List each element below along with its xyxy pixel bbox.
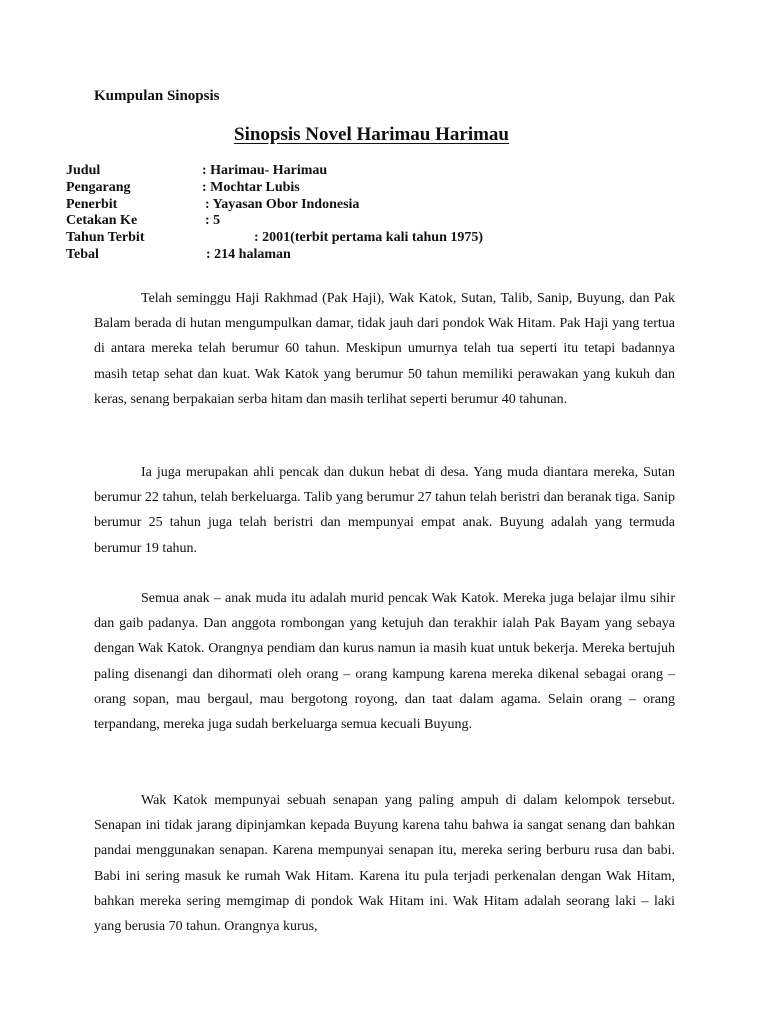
collection-label: Kumpulan Sinopsis [94, 88, 220, 104]
metadata-key: Penerbit [66, 196, 118, 212]
document-title [234, 124, 509, 146]
synopsis-paragraph-2: Ia juga merupakan ahli pencak dan dukun hebat di desa. Yang muda diantara mereka, Sutan berumur 22 tahun, telah berkeluarga. Talib yang berumur 27 tahun telah beristri dan beranak tiga. Sanip berumur 25 tahun juga telah beristri dan mempunyai empat anak. Buyung adalah yang termuda berumur 19 tahun. [94, 465, 675, 556]
metadata-value: : Yayasan Obor Indonesia [205, 196, 360, 212]
metadata-value: : 2001(terbit pertama kali tahun 1975) [254, 230, 484, 246]
metadata-value: : 214 halaman [206, 246, 291, 262]
metadata-key: Tahun Terbit [66, 230, 145, 246]
synopsis-paragraph-3: Semua anak – anak muda itu adalah murid pencak Wak Katok. Mereka juga belajar ilmu sihir dan gaib padanya. Dan anggota rombongan yang ketujuh dan terakhir ialah Pak Bayam yang sebaya dengan Wak Katok. Orangnya pendiam dan kurus namun ia masih kuat untuk bekerja. Mereka bertujuh paling disenangi dan dihormati oleh orang – orang kampung karena mereka dikenal sebagai orang – orang sopan, mau bergaul, mau bergotong royong, dan taat dalam agama. Selain orang – orang terpandang, mereka juga sudah berkeluarga semua kecuali Buyung. [94, 591, 675, 733]
metadata-key: Pengarang [66, 179, 131, 195]
metadata-key: Judul [66, 163, 101, 178]
metadata-key: Tebal [66, 246, 99, 262]
metadata-value: : Harimau- Harimau [202, 163, 328, 178]
document-title-text: Sinopsis Novel Harimau Harimau [234, 124, 509, 145]
metadata-key: Cetakan Ke [66, 213, 138, 229]
synopsis-paragraph-1: Telah seminggu Haji Rakhmad (Pak Haji), Wak Katok, Sutan, Talib, Sanip, Buyung, dan Pak Balam berada di hutan mengumpulkan damar, tidak jauh dari pondok Wak Hitam. Pak Haji yang tertua di antara mereka telah berumur 60 tahun. Meskipun umurnya telah tua seperti itu tetapi badannya masih tetap sehat dan kuat. Wak Katok yang berumur 50 tahun memiliki perawakan yang kukuh dan keras, senang berpakaian serba hitam dan masih terlihat seperti berumur 40 tahunan. [94, 291, 675, 407]
synopsis-paragraph-4: Wak Katok mempunyai sebuah senapan yang paling ampuh di dalam kelompok tersebut. Senapan ini tidak jarang dipinjamkan kepada Buyung karena tahu bahwa ia sangat senang dan bahkan pandai menggunakan senapan. Karena mempunyai senapan itu, mereka sering berburu rusa dan babi. Babi ini sering masuk ke rumah Wak Hitam. Karena itu pula terjadi perkenalan dengan Wak Hitam, bahkan mereka sering memgimap di pondok Wak Hitam ini. Wak Hitam adalah seorang laki – laki yang berusia 70 tahun. Orangnya kurus, [94, 793, 675, 935]
metadata-value: : Mochtar Lubis [202, 179, 300, 195]
metadata-value: : 5 [205, 213, 221, 229]
